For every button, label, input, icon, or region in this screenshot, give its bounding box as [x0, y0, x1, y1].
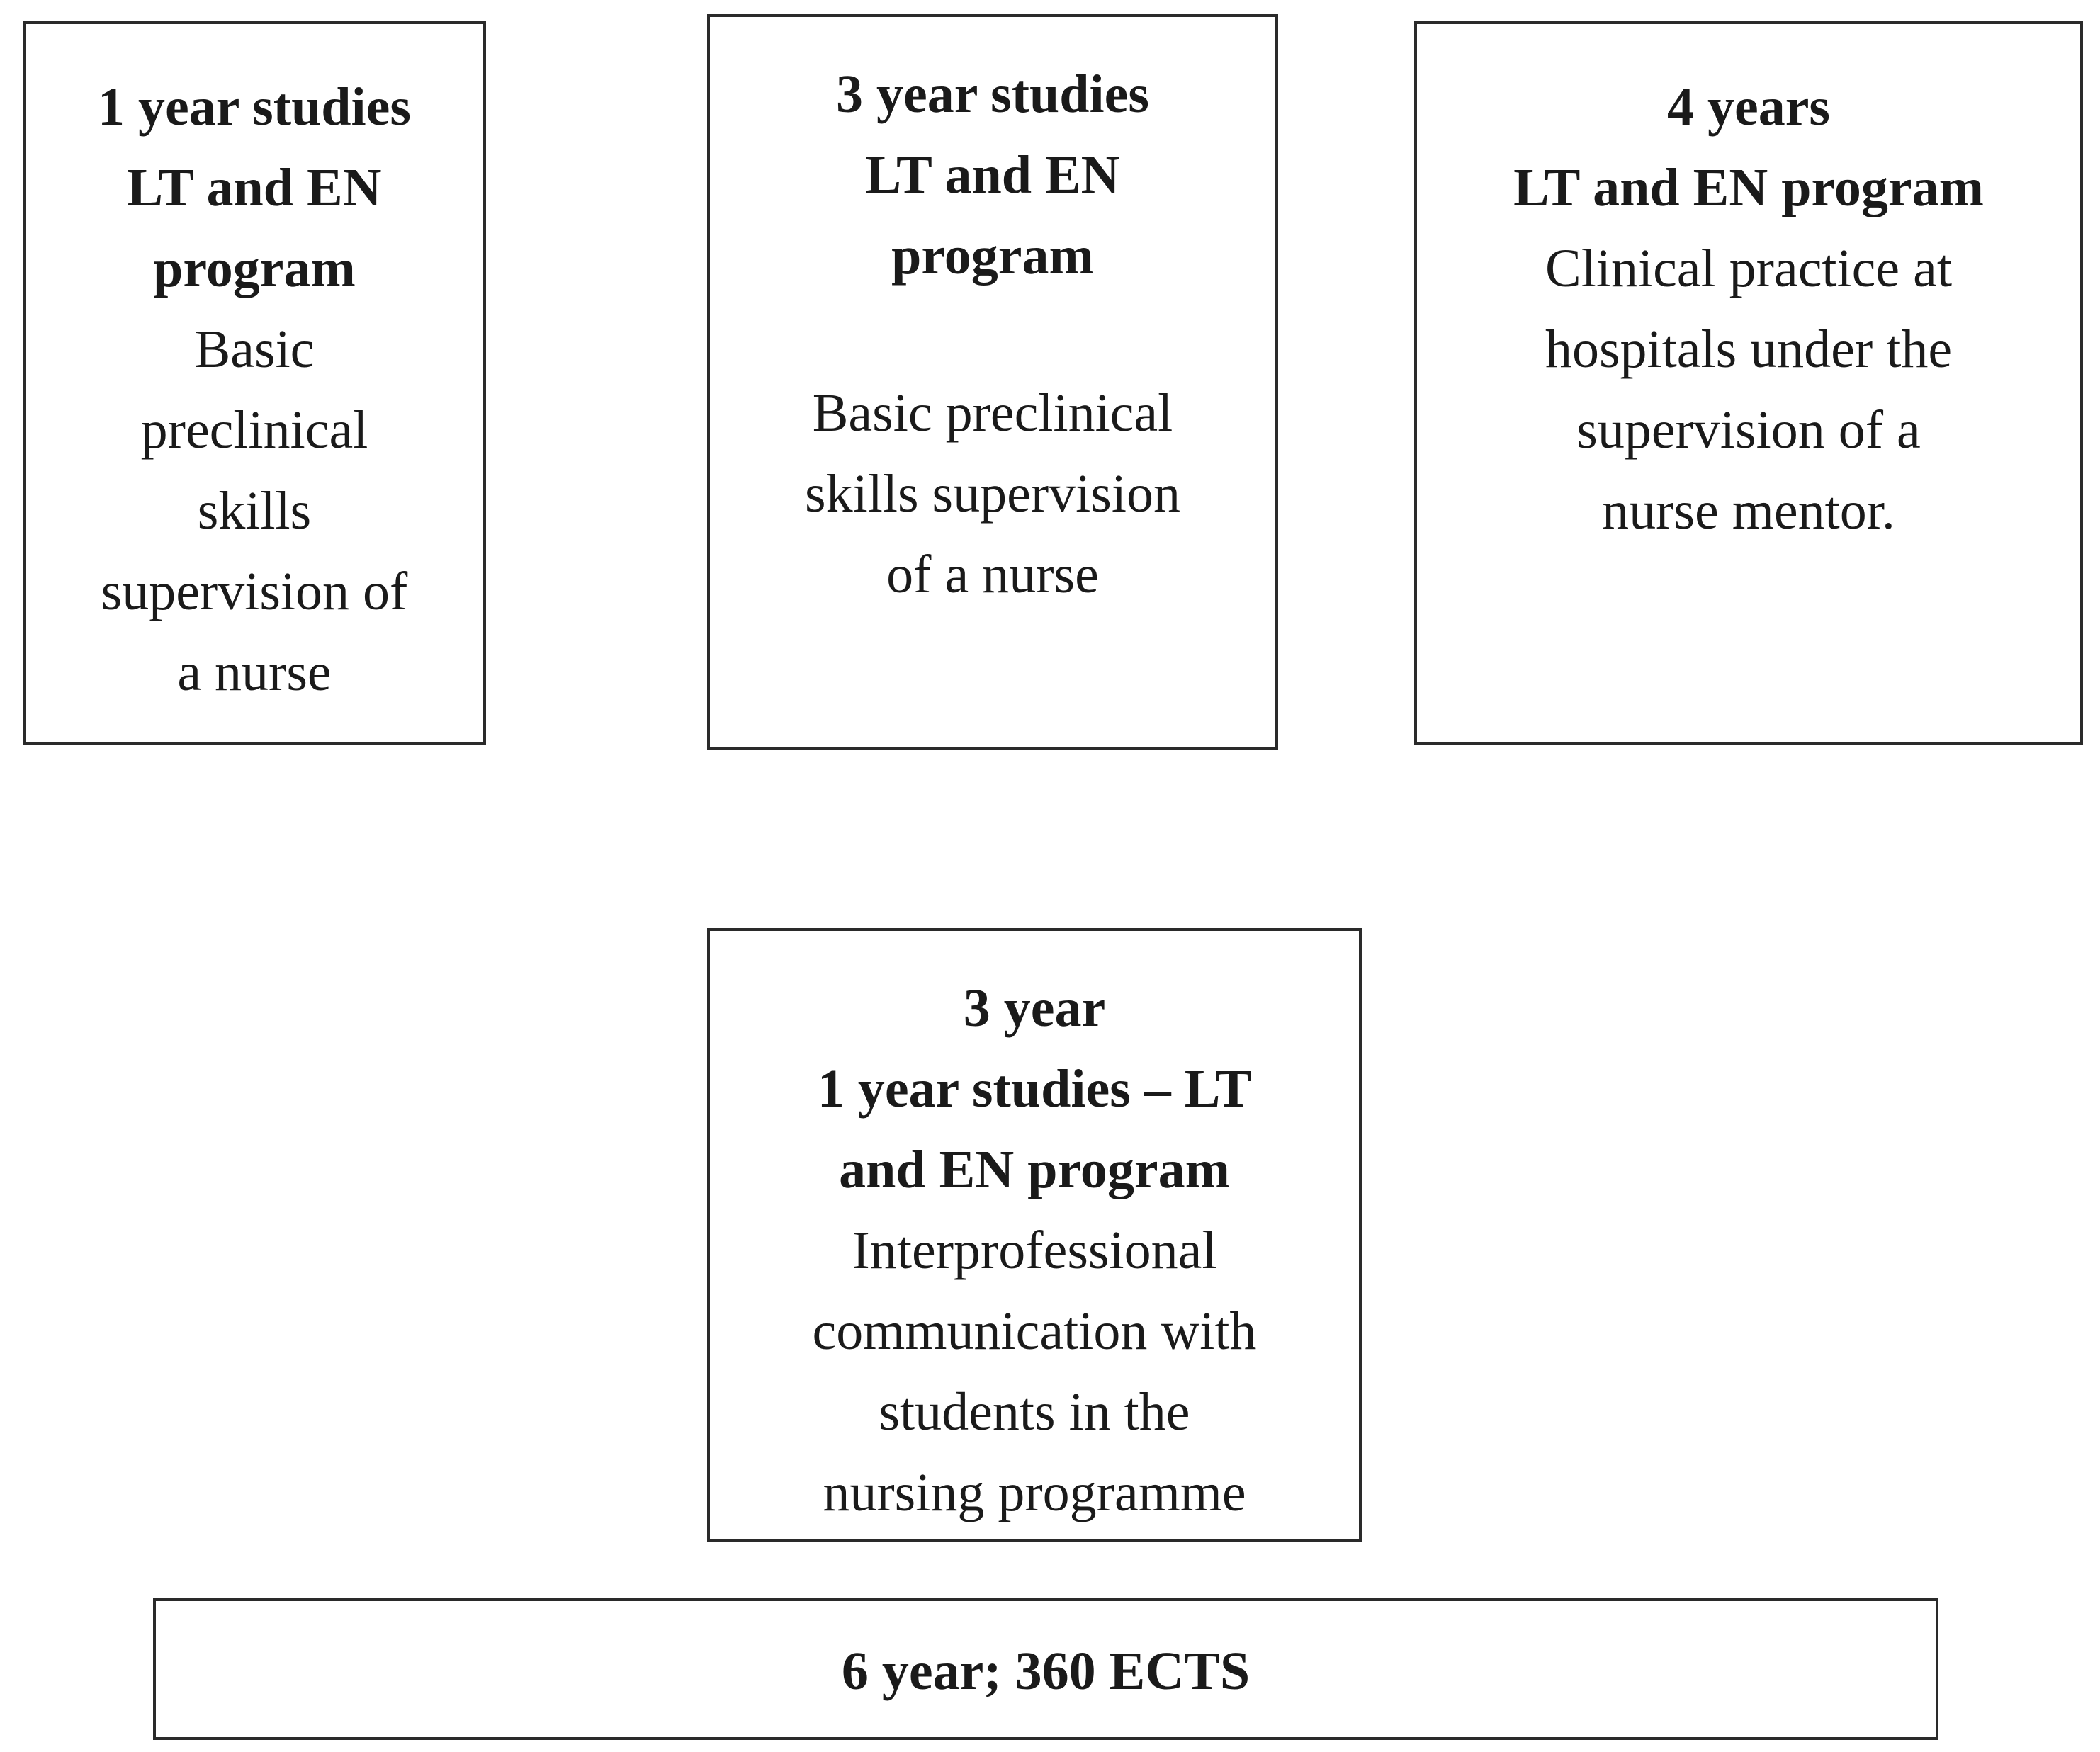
box-body-line: skills supervision [805, 464, 1180, 524]
box-title-line: 4 years [1666, 77, 1831, 137]
box-title-line: program [891, 226, 1094, 286]
box-title-line: LT and EN program [1513, 158, 1984, 217]
box-body-line: students in the [879, 1382, 1190, 1442]
box-body-line: nursing programme [823, 1463, 1246, 1522]
year-3-studies-box [707, 14, 1278, 750]
box-body-line: supervision of [101, 562, 408, 621]
box-body-line: of a nurse [886, 545, 1099, 604]
box-body-line: skills [197, 481, 312, 541]
box-title-line: LT and EN [865, 145, 1120, 205]
box-body-line: preclinical [140, 400, 368, 460]
box-body-line: communication with [812, 1301, 1257, 1361]
box-body-line: supervision of a [1576, 400, 1921, 460]
total-ects-label: 6 year; 360 ECTS [841, 1641, 1251, 1701]
box-body-line: nurse mentor. [1602, 481, 1895, 541]
box-body-line: hospitals under the [1545, 320, 1953, 379]
box-body-line: Clinical practice at [1545, 239, 1952, 298]
box-title-line: and EN program [839, 1140, 1230, 1199]
box-body-line: Basic [194, 320, 315, 379]
total-duration-box [153, 1598, 1938, 1740]
box-title-line: program [153, 239, 356, 298]
box-title-line: 1 year studies [98, 77, 411, 137]
box-body-line: Interprofessional [852, 1221, 1217, 1280]
box-title-line: 3 year [963, 978, 1106, 1038]
box-title-line: 3 year studies [836, 64, 1149, 124]
year-3-interprofessional-box [707, 928, 1362, 1542]
box-body-line: Basic preclinical [812, 383, 1173, 443]
spacer [710, 296, 1275, 373]
box-title-line: LT and EN [127, 158, 382, 217]
box-title-line: 1 year studies – LT [817, 1059, 1252, 1119]
year-4-box [1414, 21, 2083, 745]
year-1-studies-box [23, 21, 486, 745]
box-body-line: a nurse [177, 643, 332, 702]
